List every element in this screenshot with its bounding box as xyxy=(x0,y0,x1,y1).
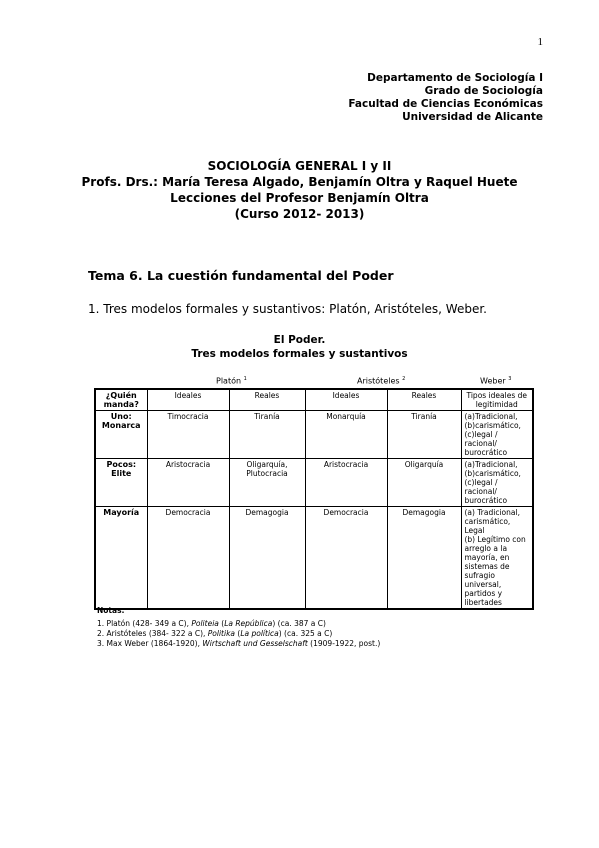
author-name: Weber xyxy=(480,376,506,386)
weber-line: (a) Tradicional, xyxy=(464,508,520,517)
weber-cell xyxy=(461,411,533,459)
weber-line: carismático, xyxy=(464,517,511,526)
note-text: ) (ca. 325 a C) xyxy=(278,629,333,638)
note-text: ( xyxy=(218,619,225,628)
header-line: Facultad de Ciencias Económicas xyxy=(348,98,543,110)
table-cell: Aristocracia xyxy=(305,459,387,507)
weber-cell xyxy=(461,459,533,507)
table-cell: Tiranía xyxy=(387,411,461,459)
table-title xyxy=(0,333,599,361)
note-3 xyxy=(97,639,380,649)
table-row xyxy=(95,507,533,610)
note-text: ( xyxy=(235,629,241,638)
header-line: Universidad de Alicante xyxy=(402,111,543,123)
note-translation: La política xyxy=(240,629,279,638)
weber-line: burocrático xyxy=(464,496,508,505)
weber-line: (a)Tradicional, xyxy=(464,460,518,469)
table-cell: Democracia xyxy=(147,507,229,610)
section-point-1: 1. Tres modelos formales y sustantivos: Platón, Aristóteles, Weber. xyxy=(88,302,487,316)
weber-line: mayoría, en xyxy=(464,553,510,562)
note-text: 1. Platón (428- 349 a C), xyxy=(97,619,192,628)
page-number: 1 xyxy=(537,36,543,48)
table-header-row xyxy=(95,389,533,411)
course-heading xyxy=(0,158,599,222)
department-header xyxy=(348,72,543,124)
table-cell: Timocracia xyxy=(147,411,229,459)
table-cell: Demagogia xyxy=(229,507,305,610)
course-year: (Curso 2012- 2013) xyxy=(234,207,365,221)
author-name: Platón xyxy=(216,376,242,386)
author-plato xyxy=(216,376,247,386)
note-work-title: Politika xyxy=(207,629,236,638)
course-lessons: Lecciones del Profesor Benjamín Oltra xyxy=(170,191,429,205)
weber-line: partidos y xyxy=(464,589,503,598)
table-cell: Democracia xyxy=(305,507,387,610)
course-title: SOCIOLOGÍA GENERAL I y II xyxy=(207,159,392,173)
weber-line: Legal xyxy=(464,526,485,535)
table-cell: Monarquía xyxy=(305,411,387,459)
header-cell: ¿Quién manda? xyxy=(95,389,147,411)
table-cell: Aristocracia xyxy=(147,459,229,507)
author-aristotle xyxy=(357,376,405,386)
note-text: 2. Aristóteles (384- 322 a C), xyxy=(97,629,208,638)
weber-line: (b) Legítimo con xyxy=(464,535,526,544)
header-cell: Tipos ideales de legitimidad xyxy=(461,389,533,411)
topic-heading: Tema 6. La cuestión fundamental del Poder xyxy=(88,268,394,283)
row-header: Uno: Monarca xyxy=(95,411,147,459)
note-2 xyxy=(97,629,380,639)
header-cell: Reales xyxy=(387,389,461,411)
header-cell: Reales xyxy=(229,389,305,411)
table-cell: Demagogia xyxy=(387,507,461,610)
table-cell: Oligarquía, Plutocracia xyxy=(229,459,305,507)
weber-line: (c)legal / racional/ xyxy=(464,430,498,448)
author-name: Aristóteles xyxy=(357,376,400,386)
weber-line: libertades xyxy=(464,598,502,607)
weber-line: burocrático xyxy=(464,448,508,457)
table-row xyxy=(95,459,533,507)
table-cell: Oligarquía xyxy=(387,459,461,507)
weber-line: (a)Tradicional, xyxy=(464,412,518,421)
weber-line: sistemas de xyxy=(464,562,510,571)
header-cell: Ideales xyxy=(147,389,229,411)
weber-line: (b)carismático, xyxy=(464,469,521,478)
power-models-table xyxy=(94,388,534,610)
footnote-ref: 2 xyxy=(402,376,406,382)
row-header: Pocos: Elite xyxy=(95,459,147,507)
table-cell: Tiranía xyxy=(229,411,305,459)
header-line: Grado de Sociología xyxy=(424,85,543,97)
header-line: Departamento de Sociología I xyxy=(367,72,543,84)
note-text: 3. Max Weber (1864-1920), xyxy=(97,639,203,648)
footnote-ref: 1 xyxy=(243,376,247,382)
weber-line: (c)legal / racional/ xyxy=(464,478,498,496)
note-text: (1909-1922, post.) xyxy=(307,639,381,648)
note-1 xyxy=(97,619,380,629)
header-cell: Ideales xyxy=(305,389,387,411)
weber-line: sufragio universal, xyxy=(464,571,502,589)
table-row xyxy=(95,411,533,459)
footnote-ref: 3 xyxy=(508,376,512,382)
table-title-line: El Poder. xyxy=(273,334,326,346)
notes-heading: Notas: xyxy=(97,606,125,615)
note-work-title: Wirtschaft und Gesselschaft xyxy=(202,639,308,648)
note-work-title: Politeia xyxy=(191,619,219,628)
weber-line: arreglo a la xyxy=(464,544,508,553)
weber-line: (b)carismático, xyxy=(464,421,521,430)
weber-cell xyxy=(461,507,533,610)
table-title-line: Tres modelos formales y sustantivos xyxy=(191,348,408,360)
author-weber xyxy=(480,376,511,386)
notes-section xyxy=(97,606,380,649)
note-text: ) (ca. 387 a C) xyxy=(272,619,326,628)
note-translation: La República xyxy=(224,619,273,628)
row-header: Mayoría xyxy=(95,507,147,610)
course-professors: Profs. Drs.: María Teresa Algado, Benjamín Oltra y Raquel Huete xyxy=(81,175,518,189)
